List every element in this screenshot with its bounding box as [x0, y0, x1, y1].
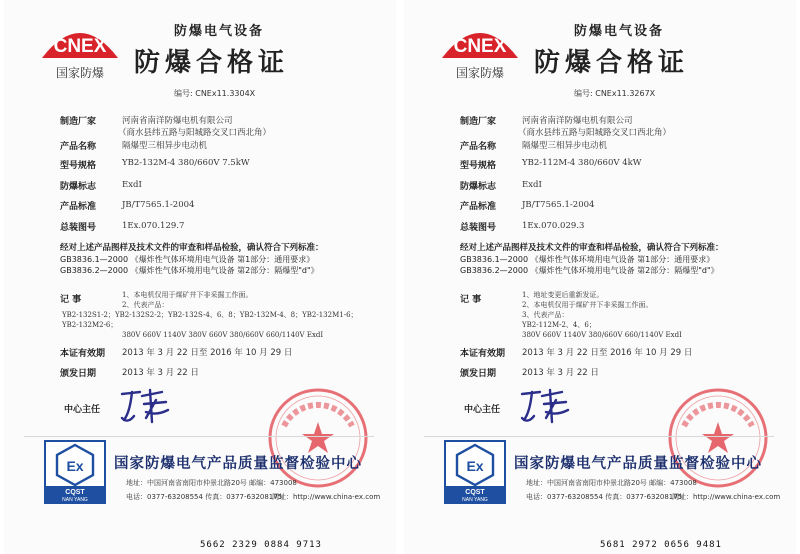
standard-line-2: GB3836.2—2000 《爆炸性气体环境用电气设备 第2部分：隔爆型"d"》 [60, 266, 319, 275]
cqst-ex-logo [444, 440, 506, 504]
marking-label: 防爆标志 [460, 182, 497, 192]
validity-label: 本证有效期 [460, 349, 506, 359]
issuing-organization: 国家防爆电气产品质量监督检验中心 [114, 456, 362, 472]
drawing-label: 总装图号 [460, 223, 497, 233]
issue-value: 2013 年 3 月 22 日 [122, 368, 199, 378]
remarks-label: 记 事 [460, 295, 482, 305]
org-website: 网址：http://www.china-ex.com [272, 493, 381, 501]
drawing-value: 1Ex.070.129.7 [122, 221, 185, 231]
ex-logo-text: Ex [66, 458, 84, 474]
remark-line: 380V 660V 1140V 380V 660V 380/660V 660/1140V ExdI [122, 331, 324, 339]
validity-label: 本证有效期 [60, 349, 106, 359]
director-label: 中心主任 [64, 405, 101, 415]
standard-line-2: GB3836.2—2000 《爆炸性气体环境用电气设备 第2部分：隔爆型"d"》 [460, 266, 719, 275]
product-value: 隔爆型三相异步电动机 [122, 141, 208, 151]
ex-caption-2: NAN YANG [462, 497, 488, 503]
official-seal [666, 386, 770, 490]
marking-value: ExdI [122, 180, 142, 190]
remark-line: YB2-132S1-2；YB2-132S2-2；YB2-132S-4、6、8；YB2-132M-4、8；YB2-132M1-6； [62, 311, 358, 319]
standard-label: 产品标准 [460, 202, 497, 212]
manufacturer-label: 制造厂家 [60, 117, 97, 127]
director-signature [516, 382, 576, 428]
validity-value: 2013 年 3 月 22 日至 2016 年 10 月 29 日 [522, 348, 693, 358]
standard-label: 产品标准 [60, 202, 97, 212]
remarks-label: 记 事 [60, 295, 82, 305]
cnex-logo [32, 18, 128, 80]
cnex-logo-text: CNEX [53, 36, 107, 57]
cert-subtitle: 防爆电气设备 [574, 24, 665, 39]
cnex-logo-icon [32, 18, 128, 64]
standard-value: JB/T7565.1-2004 [122, 200, 195, 210]
issuing-organization: 国家防爆电气产品质量监督检验中心 [514, 456, 762, 472]
cqst-ex-logo [44, 440, 106, 504]
standard-line-1: GB3836.1—2000 《爆炸性气体环境用电气设备 第1部分：通用要求》 [460, 255, 715, 264]
model-value: YB2-132M-4 380/660V 7.5kW [122, 158, 250, 168]
remark-line: 2、代表产品： [122, 301, 169, 309]
director-label: 中心主任 [464, 405, 501, 415]
issue-label: 颁发日期 [460, 369, 497, 379]
logo-caption: 国家防爆 [455, 66, 504, 80]
product-label: 产品名称 [460, 142, 497, 152]
remark-line: YB2-132M2-6； [62, 321, 118, 329]
cert-subtitle: 防爆电气设备 [174, 24, 265, 39]
remark-line: 1、本电机仅用于煤矿井下非采掘工作面。 [122, 291, 253, 299]
certificate-left [4, 0, 396, 554]
standards-intro: 经对上述产品图样及技术文件的审查和样品检验，确认符合下列标准： [460, 243, 724, 253]
cert-number: 编号: CNEx11.3267X [574, 89, 656, 98]
remark-line: 2、本电机仅用于煤矿井下非采掘工作面。 [522, 301, 653, 309]
standard-line-1: GB3836.1—2000 《爆炸性气体环境用电气设备 第1部分：通用要求》 [60, 255, 315, 264]
issue-label: 颁发日期 [60, 369, 97, 379]
divider [424, 436, 774, 437]
standard-value: JB/T7565.1-2004 [522, 200, 595, 210]
cert-title: 防爆合格证 [534, 48, 690, 78]
serial-number: 5662 2329 0884 9713 [200, 540, 322, 550]
ex-hexagon-icon [44, 440, 106, 504]
standards-intro: 经对上述产品图样及技术文件的审查和样品检验，确认符合下列标准： [60, 243, 324, 253]
manufacturer-value: 河南省南洋防爆电机有限公司 [122, 116, 233, 126]
ex-hexagon-icon [444, 440, 506, 504]
manufacturer-label: 制造厂家 [460, 117, 497, 127]
ex-logo-text: Ex [466, 458, 484, 474]
cnex-logo-text: CNEX [453, 36, 507, 57]
director-signature [116, 382, 176, 428]
manufacturer-address: （商水县纬五路与阳城路交叉口西北角） [518, 128, 672, 138]
manufacturer-address: （商水县纬五路与阳城路交叉口西北角） [118, 128, 272, 138]
cert-title: 防爆合格证 [134, 48, 290, 78]
serial-number: 5681 2972 0656 9481 [600, 540, 722, 550]
cnex-logo [432, 18, 528, 80]
model-label: 型号规格 [60, 161, 97, 171]
org-telephone: 电话：0377-63208554 传真：0377-63208175 [526, 493, 683, 501]
product-value: 隔爆型三相异步电动机 [522, 141, 608, 151]
org-telephone: 电话：0377-63208554 传真：0377-63208175 [126, 493, 283, 501]
remark-line: 380V 660V 1140V 380/660V 660/1140V ExdI [522, 331, 682, 339]
ex-caption-1: CQST [65, 489, 85, 496]
manufacturer-value: 河南省南洋防爆电机有限公司 [522, 116, 633, 126]
certificate-right [404, 0, 796, 554]
issue-value: 2013 年 3 月 22 日 [522, 368, 599, 378]
drawing-label: 总装图号 [60, 223, 97, 233]
marking-value: ExdI [522, 180, 542, 190]
product-label: 产品名称 [60, 142, 97, 152]
divider [24, 436, 374, 437]
ex-caption-2: NAN YANG [62, 497, 88, 503]
marking-label: 防爆标志 [60, 182, 97, 192]
drawing-value: 1Ex.070.029.3 [522, 221, 585, 231]
model-label: 型号规格 [460, 161, 497, 171]
model-value: YB2-112M-4 380/660V 4kW [522, 158, 642, 168]
org-website: 网址：http://www.china-ex.com [672, 493, 781, 501]
logo-caption: 国家防爆 [55, 66, 104, 80]
cnex-logo-icon [432, 18, 528, 64]
ex-caption-1: CQST [465, 489, 485, 496]
validity-value: 2013 年 3 月 22 日至 2016 年 10 月 29 日 [122, 348, 293, 358]
remark-line: YB2-112M-2、4、6； [522, 321, 596, 329]
official-seal [266, 386, 370, 490]
org-address: 地址：中国河南省南阳市仲景北路20号 邮编：473008 [126, 479, 297, 487]
cert-number: 编号: CNEx11.3304X [174, 89, 256, 98]
org-address: 地址：中国河南省南阳市仲景北路20号 邮编：473008 [526, 479, 697, 487]
remark-line: 1、地址变更后重新发证。 [522, 291, 604, 299]
remark-line: 3、代表产品： [522, 311, 569, 319]
